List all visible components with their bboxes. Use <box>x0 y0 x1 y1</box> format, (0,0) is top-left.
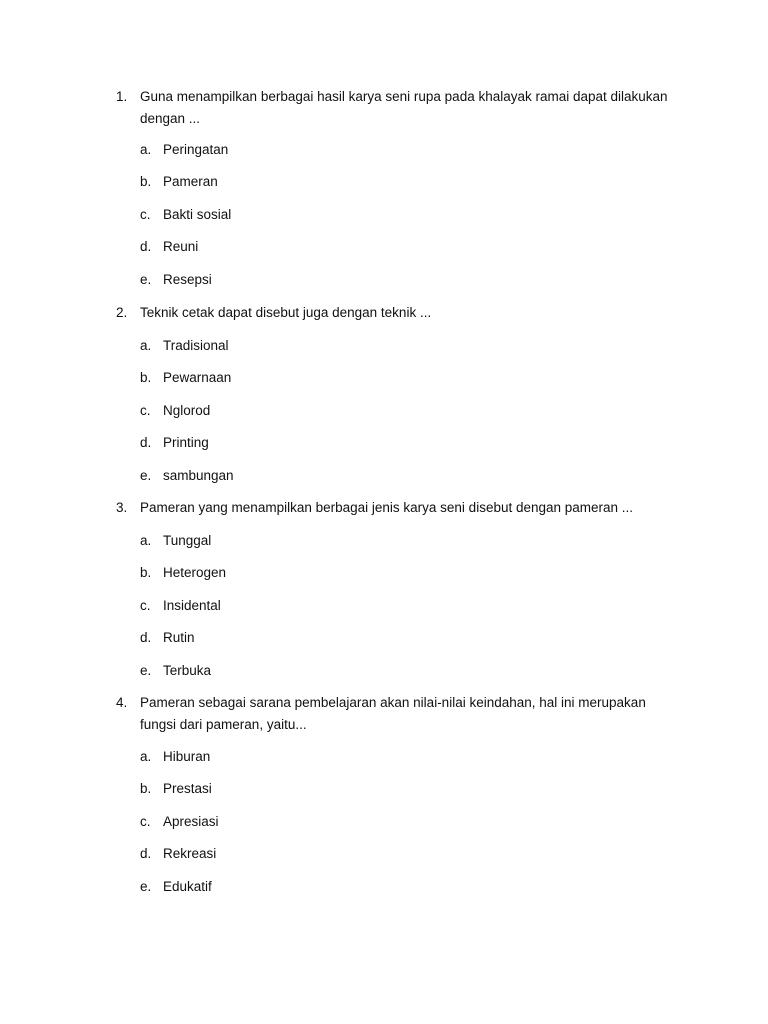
option-2b <box>0 367 768 389</box>
option-1d <box>0 236 768 258</box>
option-letter: c. <box>140 814 151 829</box>
question-number: 2. <box>116 305 128 320</box>
option-letter: d. <box>140 239 152 254</box>
option-text: Bakti sosial <box>163 207 232 222</box>
option-text: Apresiasi <box>163 814 219 829</box>
option-text: Edukatif <box>163 879 212 894</box>
question-text: Pameran sebagai sarana pembelajaran akan nilai-nilai keindahan, hal ini merupakan fungsi dari pameran, yaitu... <box>140 695 646 732</box>
option-letter: b. <box>140 565 152 580</box>
option-text: Heterogen <box>163 565 227 580</box>
option-3a <box>0 530 768 552</box>
option-text: sambungan <box>163 468 234 483</box>
option-letter: d. <box>140 630 152 645</box>
option-text: Terbuka <box>163 663 212 678</box>
question-text: Guna menampilkan berbagai hasil karya seni rupa pada khalayak ramai dapat dilakukan dengan ... <box>140 89 668 126</box>
option-4c <box>0 811 768 833</box>
option-text: Peringatan <box>163 142 229 157</box>
option-2c <box>0 400 768 422</box>
option-3b <box>0 562 768 584</box>
option-letter: b. <box>140 370 152 385</box>
option-text: Hiburan <box>163 749 211 764</box>
option-letter: a. <box>140 533 152 548</box>
option-4e <box>0 876 768 898</box>
option-letter: e. <box>140 663 152 678</box>
option-letter: a. <box>140 338 152 353</box>
option-4b <box>0 778 768 800</box>
option-letter: e. <box>140 468 152 483</box>
question-number: 1. <box>116 89 128 104</box>
option-text: Tunggal <box>163 533 212 548</box>
option-text: Pewarnaan <box>163 370 232 385</box>
option-letter: c. <box>140 403 151 418</box>
option-1b <box>0 171 768 193</box>
option-letter: e. <box>140 879 152 894</box>
option-2e <box>0 465 768 487</box>
question-number: 3. <box>116 500 128 515</box>
option-letter: d. <box>140 435 152 450</box>
option-letter: b. <box>140 174 152 189</box>
option-letter: e. <box>140 272 152 287</box>
option-text: Printing <box>163 435 209 450</box>
option-letter: a. <box>140 749 152 764</box>
question-text: Teknik cetak dapat disebut juga dengan teknik ... <box>140 305 432 320</box>
question-number: 4. <box>116 695 128 710</box>
option-1c <box>0 204 768 226</box>
option-letter: d. <box>140 846 152 861</box>
option-text: Resepsi <box>163 272 212 287</box>
option-2a <box>0 335 768 357</box>
option-text: Rekreasi <box>163 846 217 861</box>
option-4d <box>0 843 768 865</box>
option-3c <box>0 595 768 617</box>
option-text: Prestasi <box>163 781 212 796</box>
option-letter: c. <box>140 207 151 222</box>
option-3d <box>0 627 768 649</box>
option-letter: a. <box>140 142 152 157</box>
option-text: Tradisional <box>163 338 229 353</box>
option-4a <box>0 746 768 768</box>
option-letter: b. <box>140 781 152 796</box>
option-letter: c. <box>140 598 151 613</box>
option-1a <box>0 139 768 161</box>
option-text: Pameran <box>163 174 218 189</box>
question-text: Pameran yang menampilkan berbagai jenis karya seni disebut dengan pameran ... <box>140 500 634 515</box>
option-text: Insidental <box>163 598 221 613</box>
option-text: Reuni <box>163 239 199 254</box>
option-text: Nglorod <box>163 403 211 418</box>
option-text: Rutin <box>163 630 195 645</box>
option-2d <box>0 432 768 454</box>
option-3e <box>0 660 768 682</box>
option-1e <box>0 269 768 291</box>
